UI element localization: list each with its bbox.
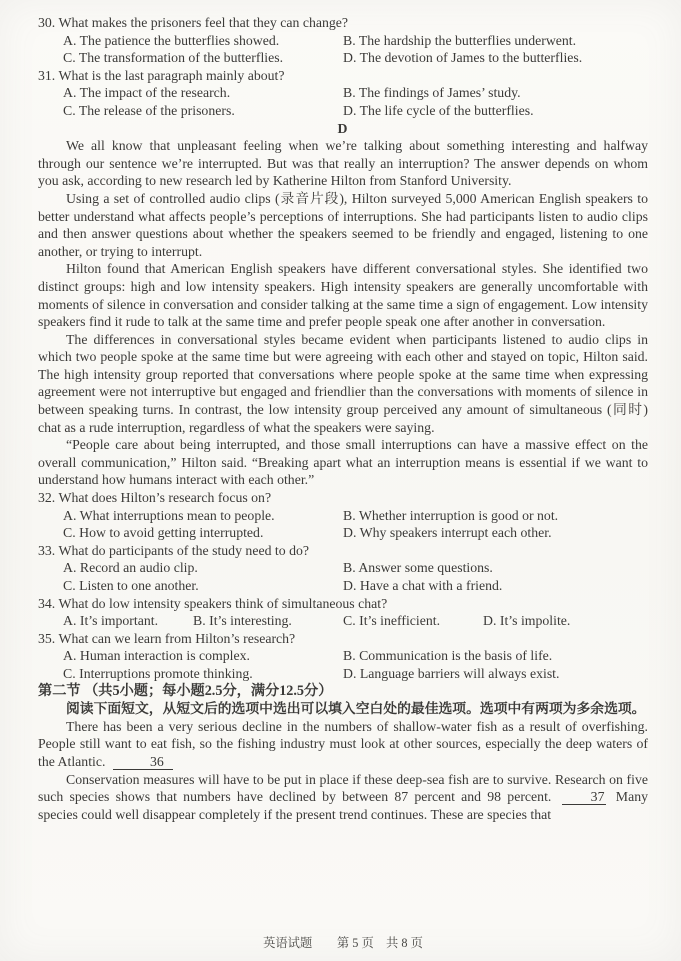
cloze-paragraph [38, 718, 648, 771]
option: D. Why speakers interrupt each other. [343, 525, 552, 541]
option-row [38, 665, 648, 683]
option: C. The transformation of the butterflies. [63, 50, 284, 66]
option: A. Record an audio clip. [63, 560, 198, 576]
option: A. Human interaction is complex. [63, 648, 250, 664]
cloze-paragraph [38, 771, 648, 824]
option: C. How to avoid getting interrupted. [63, 525, 264, 541]
question-block-34 [38, 595, 648, 630]
passage-label: D [337, 120, 349, 136]
section-instructions: 阅读下面短文，从短文后的选项中选出可以填入空白处的最佳选项。选项中有两项为多余选项。 [66, 701, 646, 717]
option: C. Listen to one another. [63, 578, 199, 593]
passage-paragraph: Hilton found that American English speakers have different conversational styles. She identified two distinct groups: high and low intensity speakers. High intensity speakers are generally uncomfortable with moments of silence in conversation and consider talking at the same time a sign of engagement. Low intensity speakers find it rude to talk at the same time and prefer people speak one after another in conversation. [38, 261, 648, 330]
option: B. Answer some questions. [343, 560, 493, 576]
cloze-text: Many species could well disappear completely if the present trend continues. These are species that [38, 789, 648, 822]
option-row [38, 647, 648, 665]
question-stem: 32. What does Hilton’s research focus on? [38, 490, 272, 506]
option: A. The impact of the research. [63, 85, 231, 101]
question-stem: 31. What is the last paragraph mainly about? [38, 67, 285, 83]
option: D. It’s impolite. [483, 613, 571, 629]
cloze-text: There has been a very serious decline in the numbers of shallow-water fish as a result of overfishing. People still want to eat fish, so the fishing industry must look at other sources, especially the deep waters of the Atlantic. [38, 718, 648, 769]
passage-paragraph: The differences in conversational styles became evident when participants listened to audio clips in which two people spoke at the same time but were agreeing with each other and stayed on topic, Hilton said. The high intensity group reported that conversations where people spoke at the same time when expressing agreement were not interruptive but engaged and friendlier than the conversations with moments of silence in between speaking turns. In contrast, the low intensity group perceived any amount of simultaneous (同时) chat as a rude interruption, regardless of what the speakers were saying. [38, 331, 648, 435]
question-stem: 30. What makes the prisoners feel that they can change? [38, 15, 349, 30]
cloze-blank-37: 37 [562, 790, 606, 805]
option-row [38, 612, 648, 630]
option-row [38, 559, 648, 577]
option: B. The hardship the butterflies underwent. [343, 32, 577, 48]
option-row [38, 507, 648, 525]
option: C. It’s inefficient. [343, 613, 441, 629]
option: A. The patience the butterflies showed. [63, 32, 280, 48]
question-block-32 [38, 489, 648, 542]
option: C. The release of the prisoners. [63, 102, 235, 118]
option: B. The findings of James’ study. [343, 85, 521, 101]
option: A. It’s important. [63, 613, 159, 629]
question-block-31 [38, 67, 648, 120]
question-block-35 [38, 630, 648, 683]
question-stem: 35. What can we learn from Hilton’s research? [38, 630, 296, 646]
question-block-30 [38, 14, 648, 67]
section-heading: 第二节 （共5小题；每小题2.5分，满分12.5分） [38, 682, 333, 699]
passage-paragraph: We all know that unpleasant feeling when we’re talking about something interesting and halfway through our sentence we’re interrupted. But was that really an interruption? The answer depends on whom you ask, according to new research led by Katherine Hilton from Stanford University. [38, 138, 648, 189]
question-stem: 34. What do low intensity speakers think of simultaneous chat? [38, 595, 388, 611]
cloze-blank-36: 36 [113, 755, 173, 770]
option-row [38, 84, 648, 102]
option: D. Language barriers will always exist. [343, 665, 560, 681]
option-row [38, 102, 648, 120]
option-row [38, 49, 648, 67]
option: D. Have a chat with a friend. [343, 578, 503, 593]
option: A. What interruptions mean to people. [63, 507, 275, 523]
option: B. Communication is the basis of life. [343, 648, 553, 664]
question-stem: 33. What do participants of the study need to do? [38, 542, 310, 558]
passage-paragraph: Using a set of controlled audio clips (录音片段), Hilton surveyed 5,000 American English speakers to better understand what affects people’s perceptions of interruptions. She had participants listen to audio clips and then answer questions about whether the speakers seemed to be friendly and engaged, listening to one another, or trying to interrupt. [38, 190, 648, 259]
option: C. Interruptions promote thinking. [63, 665, 253, 681]
page-footer: 英语试题 第 5 页 共 8 页 [263, 936, 423, 951]
option-row [38, 32, 648, 50]
option: D. The life cycle of the butterflies. [343, 102, 534, 118]
option-row [38, 577, 648, 595]
option: D. The devotion of James to the butterflies. [343, 50, 583, 66]
option: B. Whether interruption is good or not. [343, 507, 559, 523]
cloze-text: Conservation measures will have to be put in place if these deep-sea fish are to survive. Research on five such species shows that numbers have declined by between 87 percent and 98 percent. [38, 771, 648, 805]
question-block-33 [38, 542, 648, 595]
passage-paragraph: “People care about being interrupted, and those small interruptions can have a massive effect on the overall communication,” Hilton said. “Breaking apart what an interruption means is essential if we want to understand how humans interact with each other.” [38, 437, 648, 488]
option-row [38, 524, 648, 542]
option: B. It’s interesting. [193, 613, 292, 629]
